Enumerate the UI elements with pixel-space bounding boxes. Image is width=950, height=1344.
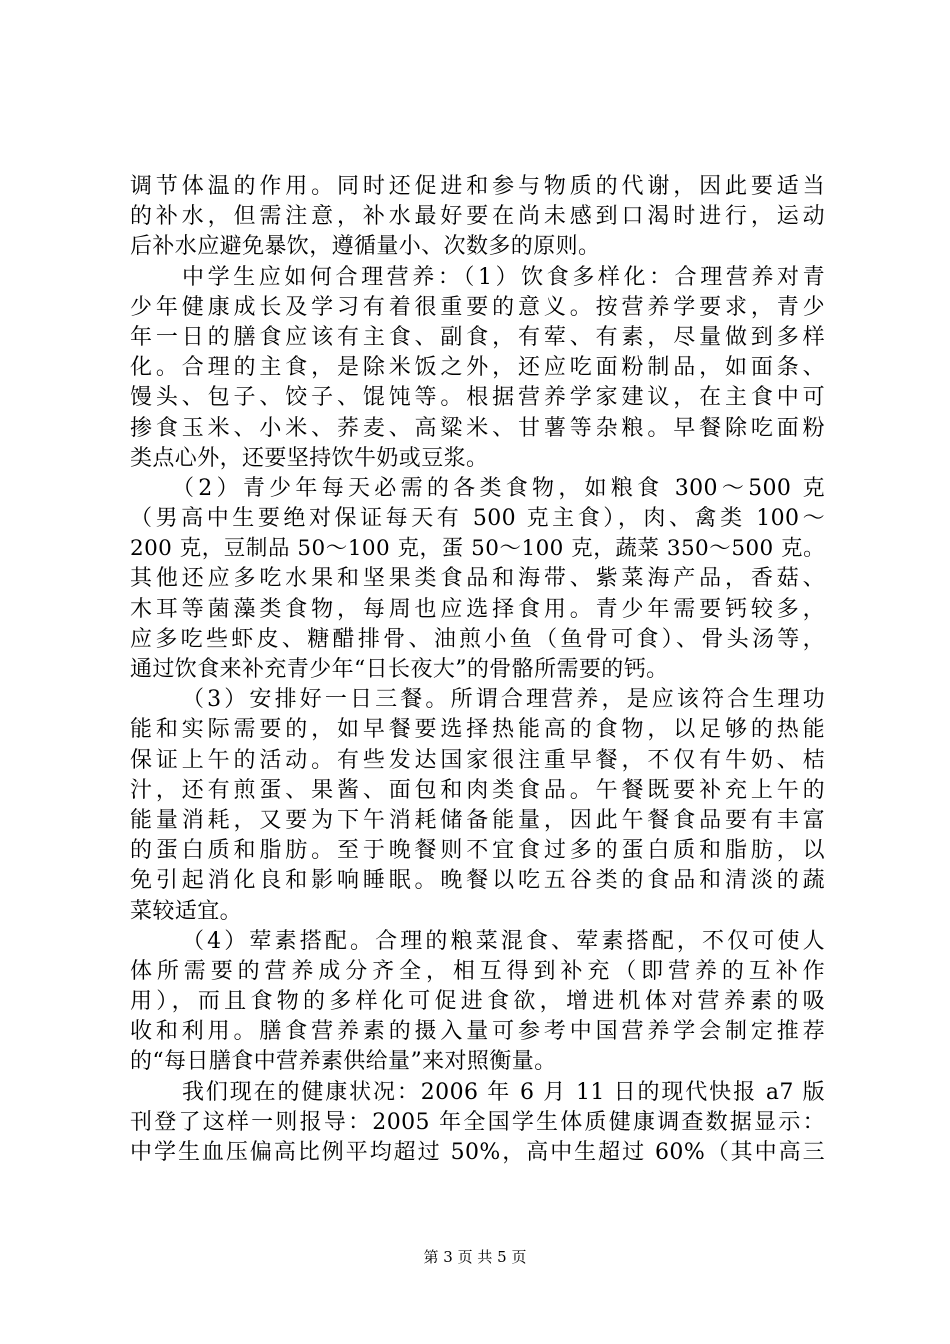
- text-line: 的补水，但需注意，补水最好要在尚未感到口渴时进行，运动: [130, 204, 825, 230]
- text-line: 其他还应多吃水果和坚果类食品和海带、紫菜海产品，香菇、: [130, 566, 825, 592]
- text-line: 类点心外，还要坚持饮牛奶或豆浆。: [130, 445, 489, 471]
- text-line: 中学生血压偏高比例平均超过 50%，高中生超过 60%（其中高三: [130, 1140, 825, 1165]
- text-line: 能和实际需要的，如早餐要选择热能高的食物，以足够的热能: [130, 717, 825, 743]
- text-line: （2）青少年每天必需的各类食物，如粮食 300～500 克: [172, 475, 825, 501]
- page-footer: 第 3 页 共 5 页: [423, 1248, 527, 1266]
- text-line: 少年健康成长及学习有着很重要的意义。按营养学要求，青少: [130, 294, 825, 320]
- text-line: 木耳等菌藻类食物，每周也应选择食用。青少年需要钙较多，: [130, 596, 825, 622]
- text-line: 收和利用。膳食营养素的摄入量可参考中国营养学会制定推荐: [130, 1019, 825, 1045]
- text-line: 我们现在的健康状况：2006 年 6 月 11 日的现代快报 a7 版: [182, 1079, 825, 1105]
- text-line: 的蛋白质和脂肪。至于晚餐则不宜食过多的蛋白质和脂肪，以: [130, 838, 825, 864]
- text-line: 200 克，豆制品 50～100 克，蛋 50～100 克，蔬菜 350～500 克。: [130, 536, 825, 562]
- text-line: 掺食玉米、小米、荞麦、高粱米、甘薯等杂粮。早餐除吃面粉: [130, 415, 825, 441]
- text-line: 馒头、包子、饺子、馄饨等。根据营养学家建议，在主食中可: [130, 385, 825, 411]
- text-line: 体所需要的营养成分齐全，相互得到补充（即营养的互补作: [130, 958, 825, 984]
- text-line: 汁，还有煎蛋、果酱、面包和肉类食品。午餐既要补充上午的: [130, 777, 825, 803]
- text-line: （4）荤素搭配。合理的粮菜混食、荤素搭配，不仅可使人: [182, 928, 825, 954]
- text-line: 后补水应避免暴饮，遵循量小、次数多的原则。: [130, 234, 601, 260]
- body-text: [130, 172, 825, 1168]
- text-line: （3）安排好一日三餐。所谓合理营养，是应该符合生理功: [182, 687, 825, 713]
- text-line: 保证上午的活动。有些发达国家很注重早餐，不仅有牛奶、桔: [130, 747, 825, 773]
- text-line: 应多吃些虾皮、糖醋排骨、油煎小鱼（鱼骨可食）、骨头汤等，: [130, 626, 825, 652]
- text-line: 能量消耗，又要为下午消耗储备能量，因此午餐食品要有丰富: [130, 807, 825, 833]
- text-line: 化。合理的主食，是除米饭之外，还应吃面粉制品，如面条、: [130, 355, 825, 381]
- text-line: 通过饮食来补充青少年“日长夜大”的骨骼所需要的钙。: [130, 657, 669, 682]
- text-line: 的“每日膳食中营养素供给量”来对照衡量。: [130, 1049, 557, 1075]
- text-line: 免引起消化良和影响睡眠。晚餐以吃五谷类的食品和清淡的蔬: [130, 868, 825, 894]
- text-line: 用），而且食物的多样化可促进食欲，增进机体对营养素的吸: [130, 989, 825, 1015]
- text-line: 调节体温的作用。同时还促进和参与物质的代谢，因此要适当: [130, 174, 825, 199]
- text-line: 中学生应如何合理营养：（1）饮食多样化：合理营养对青: [182, 264, 825, 290]
- text-line: 刊登了这样一则报导：2005 年全国学生体质健康调查数据显示：: [130, 1109, 825, 1135]
- text-line: 菜较适宜。: [130, 898, 243, 924]
- text-line: 年一日的膳食应该有主食、副食，有荤、有素，尽量做到多样: [130, 324, 825, 350]
- text-line: （男高中生要绝对保证每天有 500 克主食），肉、禽类 100～: [130, 506, 825, 532]
